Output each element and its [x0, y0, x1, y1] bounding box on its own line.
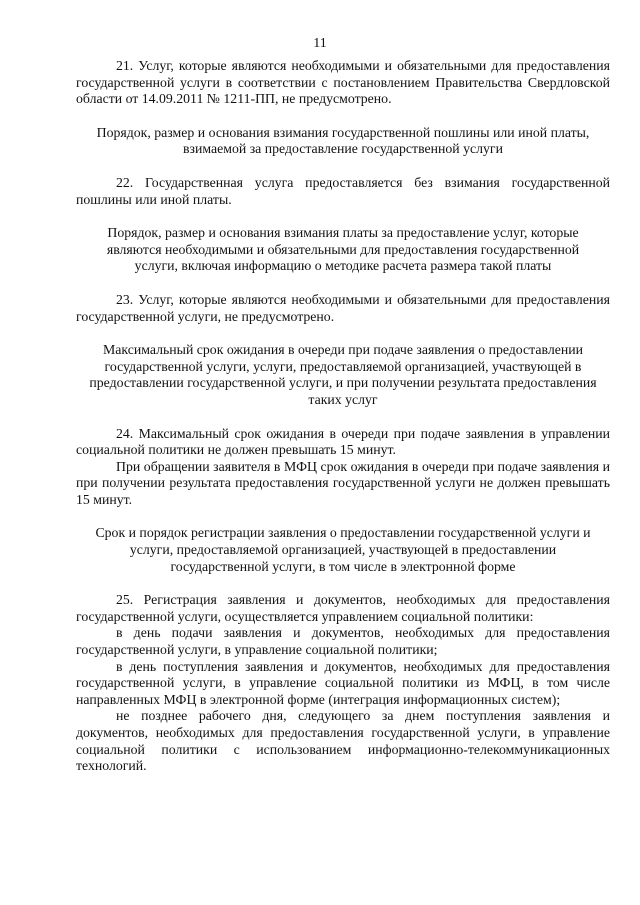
- paragraph-25-item-3: не позднее рабочего дня, следующего за днем поступления заявления и документов, необходимых для предоставления государственной услуги, в управление социальной политики с использованием информационно-телекоммуникационных технологий.: [76, 708, 610, 774]
- paragraph-22: 22. Государственная услуга предоставляется без взимания государственной пошлины или иной платы.: [76, 174, 610, 207]
- paragraph-24-mfc: При обращении заявителя в МФЦ срок ожидания в очереди при подаче заявления и при получении результата предоставления государственной услуги не должен превышать 15 минут.: [76, 458, 610, 507]
- paragraph-23: 23. Услуг, которые являются необходимыми и обязательными для предоставления государственной услуги, не предусмотрено.: [76, 291, 610, 324]
- heading-fee-services: Порядок, размер и основания взимания платы за предоставление услуг, которые являются необходимыми и обязательными для предоставления государственной услуги, включая информацию о методике расчета размера такой платы: [106, 225, 580, 274]
- heading-wait-time: Максимальный срок ожидания в очереди при подаче заявления о предоставлении государственной услуги, услуги, предоставляемой организацией, участвующей в предоставлении государственной услуги, и при получении результата предоставления таких услуг: [89, 342, 597, 407]
- heading-fee: Порядок, размер и основания взимания государственной пошлины или иной платы, взимаемой за предоставление государственной услуги: [96, 124, 590, 157]
- paragraph-25: 25. Регистрация заявления и документов, необходимых для предоставления государственной услуги, осуществляется управлением социальной политики:: [76, 592, 610, 624]
- page-number: 11: [313, 36, 327, 51]
- paragraph-21: 21. Услуг, которые являются необходимыми и обязательными для предоставления государственной услуги в соответствии с постановлением Правительства Свердловской области от 14.09.2011 № 1211-ПП, не предусмотрено.: [76, 58, 610, 107]
- heading-registration: Срок и порядок регистрации заявления о предоставлении государственной услуги и услуги, предоставляемой организацией, участвующей в предоставлении государственной услуги, в том числе в электронной форме: [95, 525, 591, 574]
- paragraph-25-item-1: в день подачи заявления и документов, необходимых для предоставления государственной услуги, в управление социальной политики;: [76, 625, 610, 658]
- document-body: [76, 58, 610, 775]
- paragraph-25-item-2: в день поступления заявления и документов, необходимых для предоставления государственной услуги, в управление социальной политики из МФЦ, в том числе направленных МФЦ в электронной форме (интеграция информационных систем);: [76, 658, 610, 707]
- paragraph-24: 24. Максимальный срок ожидания в очереди при подаче заявления в управлении социальной политики не должен превышать 15 минут.: [76, 425, 610, 458]
